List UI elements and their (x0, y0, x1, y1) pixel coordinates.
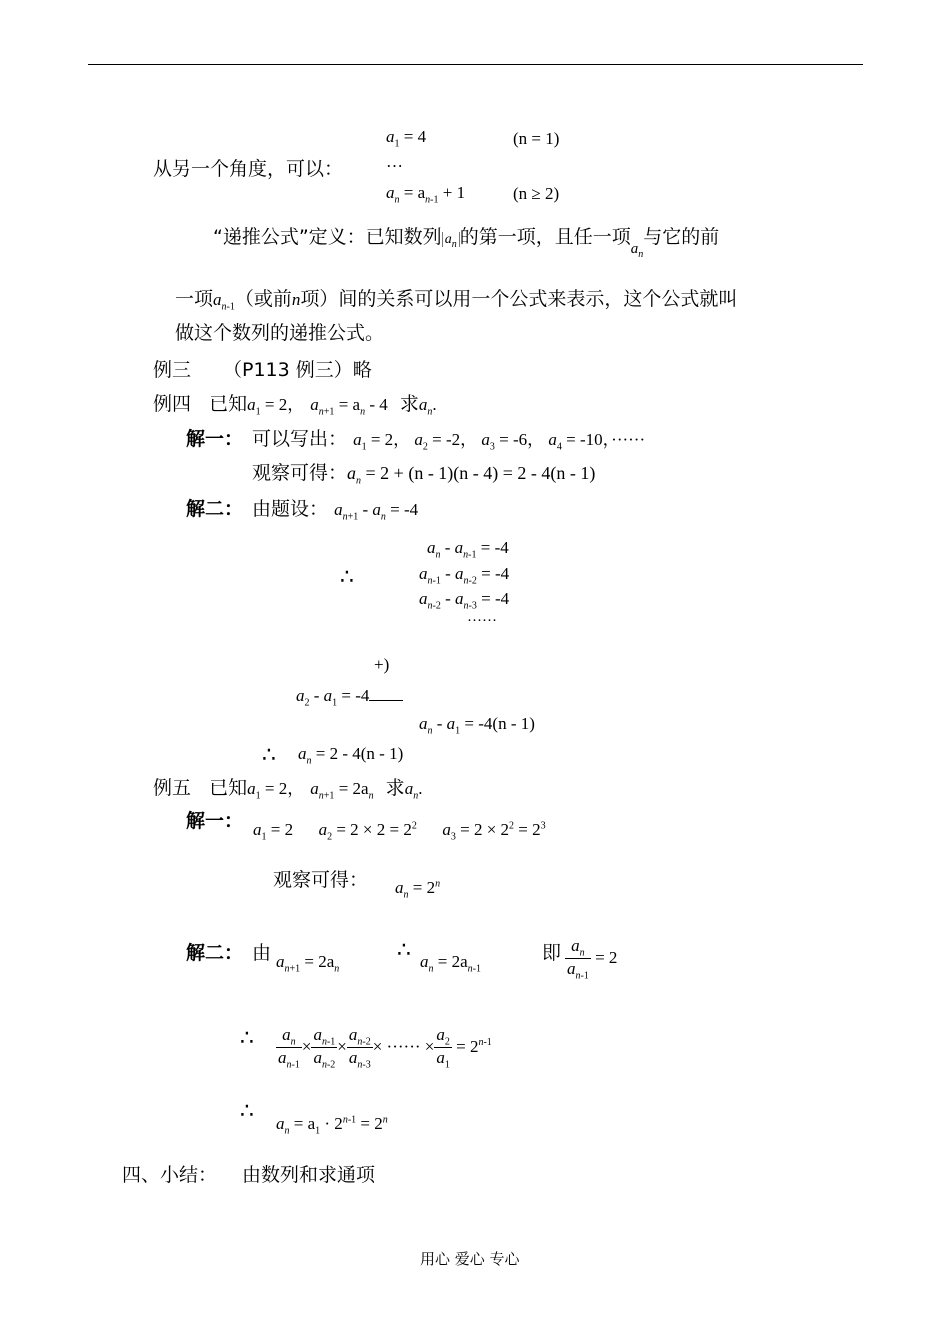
intro-dots: … (386, 152, 403, 171)
ex3-label: 例三 (153, 359, 192, 381)
therefore-5: ∴ (240, 1099, 254, 1124)
therefore-4: ∴ (240, 1026, 254, 1051)
definition-line2: 一项$a_{n-1}$（或前n项）间的关系可以用一个公式来表示，这个公式就叫 (175, 288, 738, 313)
ex5-final: $a_n = a_1 \cdot 2^{n-1} = 2^n$ (276, 1114, 388, 1137)
diff-2: $a_{n-1} - a_{n-2} = -4$ (419, 564, 510, 587)
therefore-2: ∴ (262, 743, 276, 768)
ex5-sol2-label: 解二： (186, 942, 244, 964)
diff-sum: $a_n - a_1 = -4(n - 1)$ (419, 714, 535, 737)
cond-1: (n = 1) (513, 129, 560, 148)
ex4-observe: 观察可得：$a_n = 2 + (n - 1)(n - 4) = 2 - 4(n - 1)$ (252, 462, 596, 487)
ex5-statement: 例五 已知$a_1 = 2$， $a_{n+1} = 2a_n$ 求$a_n$. (153, 777, 423, 802)
summary-text: 由数列和求通项 (242, 1164, 376, 1186)
ex5-sol1-label: 解一： (186, 810, 244, 832)
ex4-statement: 例四 已知$a_1 = 2$， $a_{n+1} = a_n - 4$ 求$a_n$. (153, 393, 437, 418)
ex5-sol2-then: $a_n = 2a_{n-1}$ (420, 952, 481, 975)
ex4-sol2-label: 解二： (186, 498, 244, 520)
ex5-sol2-ie: 即 (542, 942, 562, 964)
ex5-observe: 观察可得： (273, 869, 369, 891)
therefore-1: ∴ (340, 565, 354, 590)
vertical-dots: ······ (467, 613, 497, 629)
therefore-3: ∴ (397, 938, 411, 963)
plus-sign: +) (374, 655, 390, 674)
ex5-sol2-by: 由 (252, 942, 272, 964)
ex4-sol1-label: 解一： (186, 428, 244, 450)
ex5-values: $a_1 = 2$ $a_2 = 2 \times 2 = 2^2$ $a_3 = 2 \times 2^2 = 2^3$ (253, 820, 546, 843)
definition-line1: “递推公式”定义：已知数列 $a_n$ 的第一项，且任一项$_{a_n}$与它的前 (213, 226, 720, 260)
header-rule (88, 64, 863, 65)
ratio-fraction: $\frac{a_n}{a_{n-1}}$ = 2 (567, 936, 618, 982)
eq-a1: $a_1 = 4$ (386, 127, 427, 150)
product-formula: $\frac{a_n}{a_{n-1}}$ × $\frac{a_{n-1}}{a_{n-2}}$ × $\frac{a_{n-2}}{a_{n-3}}$ × ······ × $\frac{a_2}{a_1}$ = $2^{n-1}$ (278, 1025, 492, 1071)
ex4-result: $a_n = 2 - 4(n - 1)$ (298, 744, 404, 767)
eq-an: $a_n = a_{n-1} + 1$ (386, 183, 466, 206)
diff-last: $a_2 - a_1 = -4$ (296, 686, 403, 708)
diff-3: $a_{n-2} - a_{n-3} = -4$ (419, 589, 510, 612)
cond-2: (n ≥ 2) (513, 184, 560, 203)
diff-1: $a_n - a_{n-1} = -4$ (427, 538, 509, 561)
ex5-observe-eq: $a_n = 2^n$ (395, 878, 441, 901)
summary-label: 四、小结： (122, 1164, 218, 1186)
ex3-text: （P113 例三）略 (223, 359, 372, 381)
intro-lead: 从另一个角度，可以： (153, 158, 344, 180)
ex4-sol1-text: 可以写出： $a_1 = 2$， $a_2 = -2$， $a_3 = -6$， $a_4 = -10$，······ (252, 428, 646, 453)
ex5-sol2-rec: $a_{n+1} = 2a_n$ (276, 952, 340, 975)
ex4-sol2-text: 由题设： $a_{n+1} - a_n = -4$ (252, 498, 419, 523)
definition-line3: 做这个数列的递推公式。 (175, 322, 385, 344)
page-footer: 用心 爱心 专心 (420, 1250, 520, 1268)
